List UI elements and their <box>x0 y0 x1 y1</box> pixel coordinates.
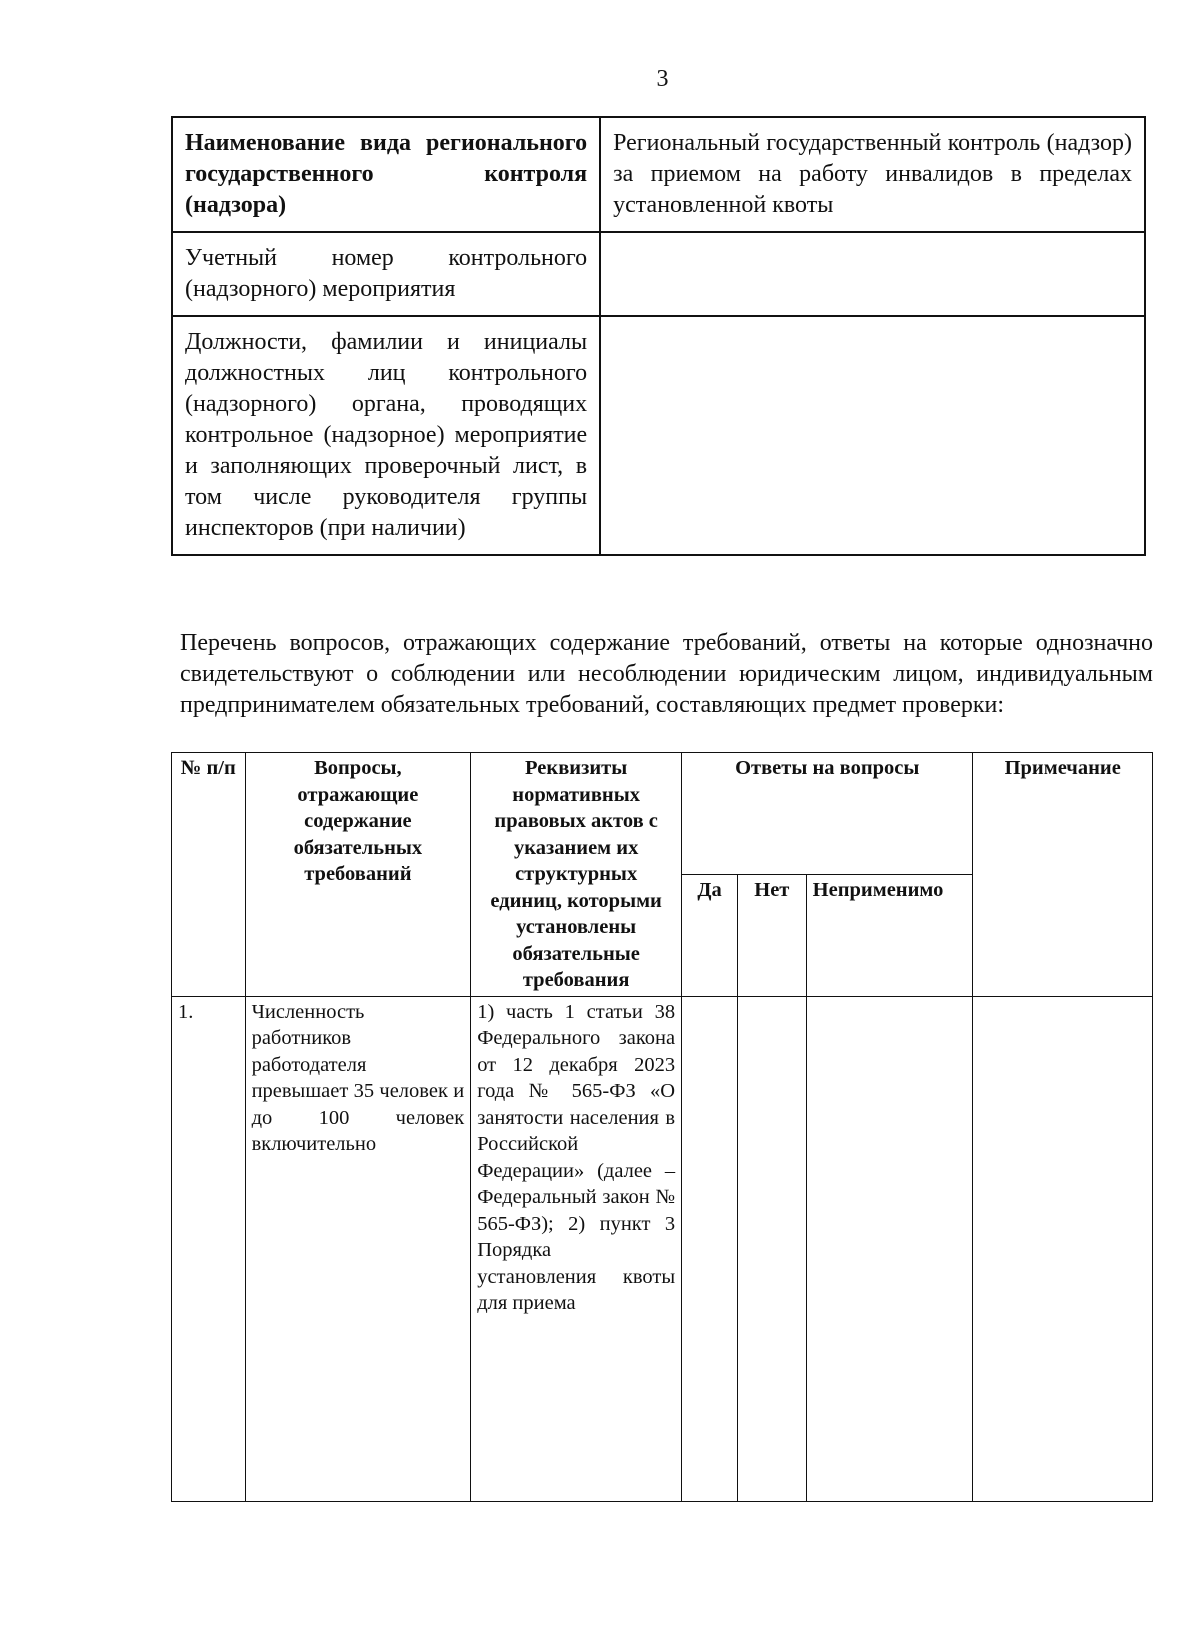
table-row <box>172 996 1153 1501</box>
col-no-header: Нет <box>738 874 807 996</box>
checklist-table <box>171 752 1153 1502</box>
col-question-header: Вопросы, отражающие содержание обязательных требований <box>245 753 471 997</box>
table-row <box>172 316 1145 555</box>
table-row <box>172 117 1145 232</box>
row-answer-na[interactable] <box>806 996 973 1501</box>
row-answer-no[interactable] <box>738 996 807 1501</box>
col-na-header: Неприменимо <box>806 874 973 996</box>
row-note[interactable] <box>973 996 1153 1501</box>
row-question: Численность работников работодателя превышает 35 человек и до 100 человек включительно <box>245 996 471 1501</box>
col-requisites-header: Реквизиты нормативных правовых актов с указанием их структурных единиц, которыми установлены обязательные требования <box>471 753 682 997</box>
registration-number-value <box>600 232 1145 316</box>
row-num: 1. <box>172 996 246 1501</box>
header-row <box>172 753 1153 875</box>
registration-number-label: Учетный номер контрольного (надзорного) мероприятия <box>172 232 600 316</box>
intro-paragraph: Перечень вопросов, отражающих содержание требований, ответы на которые однозначно свидетельствуют о соблюдении или несоблюдении юридическим лицом, индивидуальным предпринимателем обязательных требований, составляющих предмет проверки: <box>180 630 1153 718</box>
page-number: 3 <box>656 66 669 92</box>
row-requisites: 1) часть 1 статьи 38 Федерального закона от 12 декабря 2023 года № 565-ФЗ «О занятости населения в Российской Федерации» (далее – Федеральный закон № 565-ФЗ); 2) пункт 3 Порядка установления квоты для приема <box>471 996 682 1501</box>
col-yes-header: Да <box>682 874 738 996</box>
officials-label: Должности, фамилии и инициалы должностных лиц контрольного (надзорного) органа, проводящих контрольное (надзорное) мероприятие и заполняющих проверочный лист, в том числе руководителя группы инспекторов (при наличии) <box>172 316 600 555</box>
col-answers-header: Ответы на вопросы <box>682 753 973 875</box>
control-type-value: Региональный государственный контроль (надзор) за приемом на работу инвалидов в пределах установленной квоты <box>600 117 1145 232</box>
inspection-info-table <box>171 116 1146 556</box>
row-answer-yes[interactable] <box>682 996 738 1501</box>
col-note-header: Примечание <box>973 753 1153 997</box>
col-num-header: № п/п <box>172 753 246 997</box>
control-type-label: Наименование вида регионального государственного контроля (надзора) <box>172 117 600 232</box>
officials-value <box>600 316 1145 555</box>
table-row <box>172 232 1145 316</box>
